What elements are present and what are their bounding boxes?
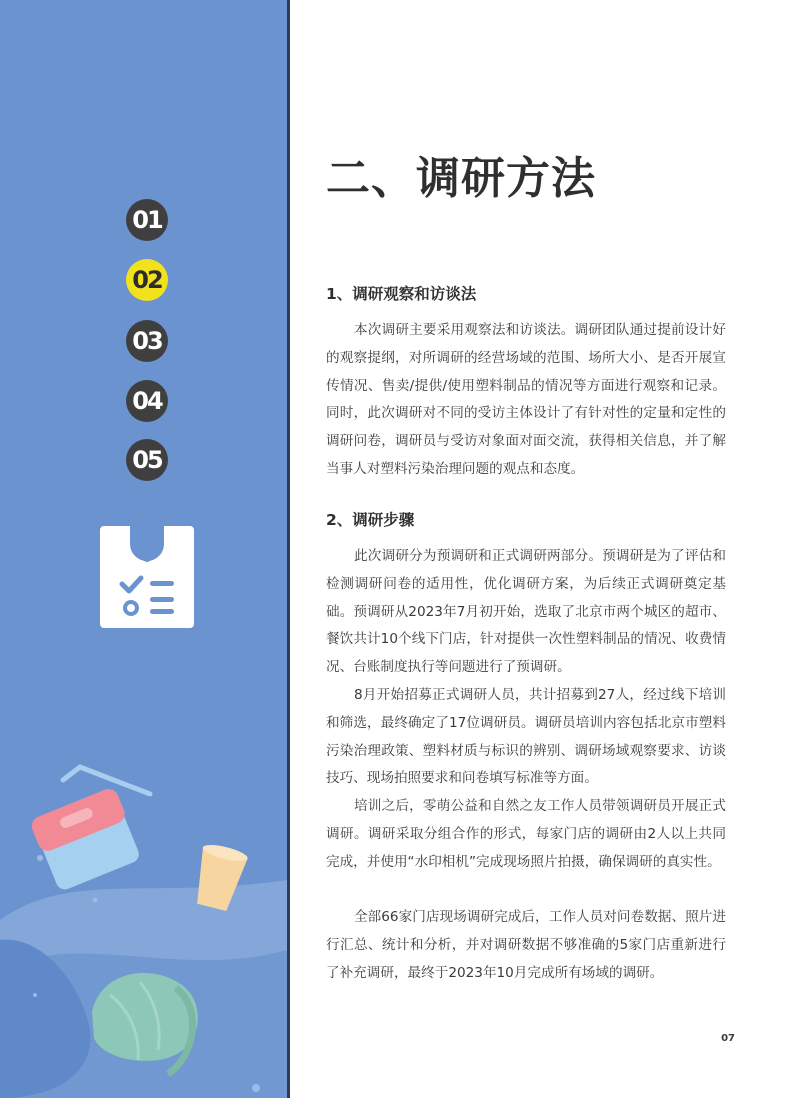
page-number: 07 [721,1033,735,1044]
plastic-waste-illustration [0,750,287,1098]
paragraph: 本次调研主要采用观察法和访谈法。调研团队通过提前设计好的观察提纲，对所调研的经营场域的范围、场所大小、是否开展宣传情况、售卖/提供/使用塑料制品的情况等方面进行观察和记录。同时，此次调研对不同的受访主体设计了有针对性的定量和定性的调研问卷，调研员与受访对象面对面交流，获得相关信息，并了解当事人对塑料污染治理问题的观点和态度。 [326,322,726,477]
paragraph: 8月开始招募正式调研人员，共计招募到27人，经过线下培训和筛选，最终确定了17位调研员。调研员培训内容包括北京市塑料污染治理政策、塑料材质与标识的辨别、调研场域观察要求、访谈技巧、现场拍照要求和问卷填写标准等方面。 [326,687,726,787]
paragraph: 此次调研分为预调研和正式调研两部分。预调研是为了评估和检测调研问卷的适用性，优化调研方案，为后续正式调研奠定基础。预调研从2023年7月初开始，选取了北京市两个城区的超市、餐饮共计10个线下门店，针对提供一次性塑料制品的情况、收费情况、台账制度执行等问题进行了预调研。 [326,548,726,676]
paragraph: 培训之后，零萌公益和自然之友工作人员带领调研员开展正式调研。调研采取分组合作的形式，每家门店的调研由2人以上共同完成，并使用“水印相机”完成现场照片拍摄，确保调研的真实性。 [326,798,726,870]
sidebar-edge [287,0,290,1098]
clipboard-checklist-icon [100,526,194,628]
chapter-badge-01[interactable]: 01 [126,199,168,241]
chapter-badge-02[interactable]: 02 [126,259,168,301]
paragraph: 全部66家门店现场调研完成后，工作人员对问卷数据、照片进行汇总、统计和分析，并对调研数据不够准确的5家门店重新进行了补充调研，最终于2023年10月完成所有场域的调研。 [326,909,726,981]
chapter-badge-05[interactable]: 05 [126,439,168,481]
sidebar [0,0,287,1098]
page-title: 二、调研方法 [326,153,596,204]
section-heading-observation: 1、调研观察和访谈法 [326,285,477,303]
chapter-badge-03[interactable]: 03 [126,320,168,362]
chapter-badge-04[interactable]: 04 [126,380,168,422]
section-heading-steps: 2、调研步骤 [326,511,415,529]
